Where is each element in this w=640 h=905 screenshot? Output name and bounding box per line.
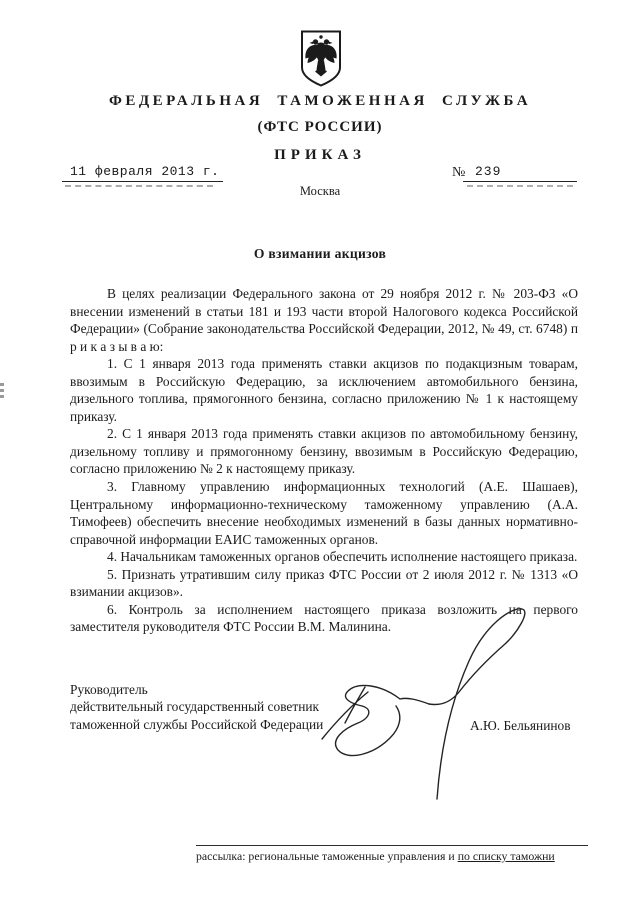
handwritten-signature-icon <box>310 593 600 813</box>
doc-type-heading: ПРИКАЗ <box>274 147 366 163</box>
signer-position-line: действительный государственный советник <box>70 699 320 715</box>
org-short-name: (ФТС РОССИИ) <box>257 119 383 135</box>
paragraph-item-4: 4. Начальникам таможенных органов обеспечить исполнение настоящего приказа. <box>107 549 578 565</box>
doc-number-label: № <box>452 165 466 180</box>
paragraph-item-1: 1. С 1 января 2013 года применять ставки акцизов по подакцизным товарам, ввозимым в Российскую Федерацию, за исключением автомобильного бензина, дизельного топлива, прямогонного бензина, согласно приложению № 1 к настоящему приказу. <box>70 356 578 424</box>
distribution-note <box>196 849 588 864</box>
doc-body <box>70 285 578 636</box>
doc-number: 239 <box>475 164 502 179</box>
date-underline <box>62 181 223 182</box>
paragraph-item-2: 2. С 1 января 2013 года применять ставки акцизов по автомобильному бензину, дизельному топливу и прямогонному бензину, ввозимым в Российскую Федерацию, согласно приложению № 2 к настоящему приказу. <box>70 426 578 477</box>
footer-rule <box>196 845 588 846</box>
paragraph-item-3: 3. Главному управлению информационных технологий (А.Е. Шашаев), Центральному информационно-техническому таможенному управлению (А.А. Тимофеев) обеспечить внесение необходимых изменений в базы данных нормативно-справочной информации ЕАИС таможенных органов. <box>70 479 578 547</box>
scan-edge-artifact <box>0 383 4 401</box>
paragraph-intro: В целях реализации Федерального закона от 29 ноября 2012 г. № 203-ФЗ «О внесении изменений в статьи 181 и 193 части второй Налогового кодекса Российской Федерации» (Собрание законодательства Российской Федерации, 2012, № 49, ст. 6748) п р и к а з ы в а ю: <box>70 286 578 354</box>
russian-coat-of-arms-icon <box>298 29 344 88</box>
doc-title: О взимании акцизов <box>253 246 387 261</box>
signer-name: А.Ю. Бельянинов <box>470 718 571 733</box>
doc-date: 11 февраля 2013 г. <box>70 164 220 179</box>
distribution-note-text: рассылка: региональные таможенные управления и <box>196 849 458 863</box>
signer-position-line: Руководитель <box>70 682 148 697</box>
paragraph-item-5: 5. Признать утратившим силу приказ ФТС России от 2 июля 2012 г. № 1313 «О взимании акцизов». <box>70 566 578 600</box>
signer-position-line: таможенной службы Российской Федерации <box>70 716 324 732</box>
signature-block <box>70 681 323 733</box>
org-name: ФЕДЕРАЛЬНАЯ ТАМОЖЕННАЯ СЛУЖБА <box>108 93 532 109</box>
number-underline <box>463 181 577 182</box>
distribution-note-underlined: по списку таможни <box>457 849 555 863</box>
paragraph-item-6: 6. Контроль за исполнением настоящего приказа возложить на первого заместителя руководителя ФТС России В.М. Малинина. <box>70 601 578 635</box>
doc-city: Москва <box>299 184 341 198</box>
